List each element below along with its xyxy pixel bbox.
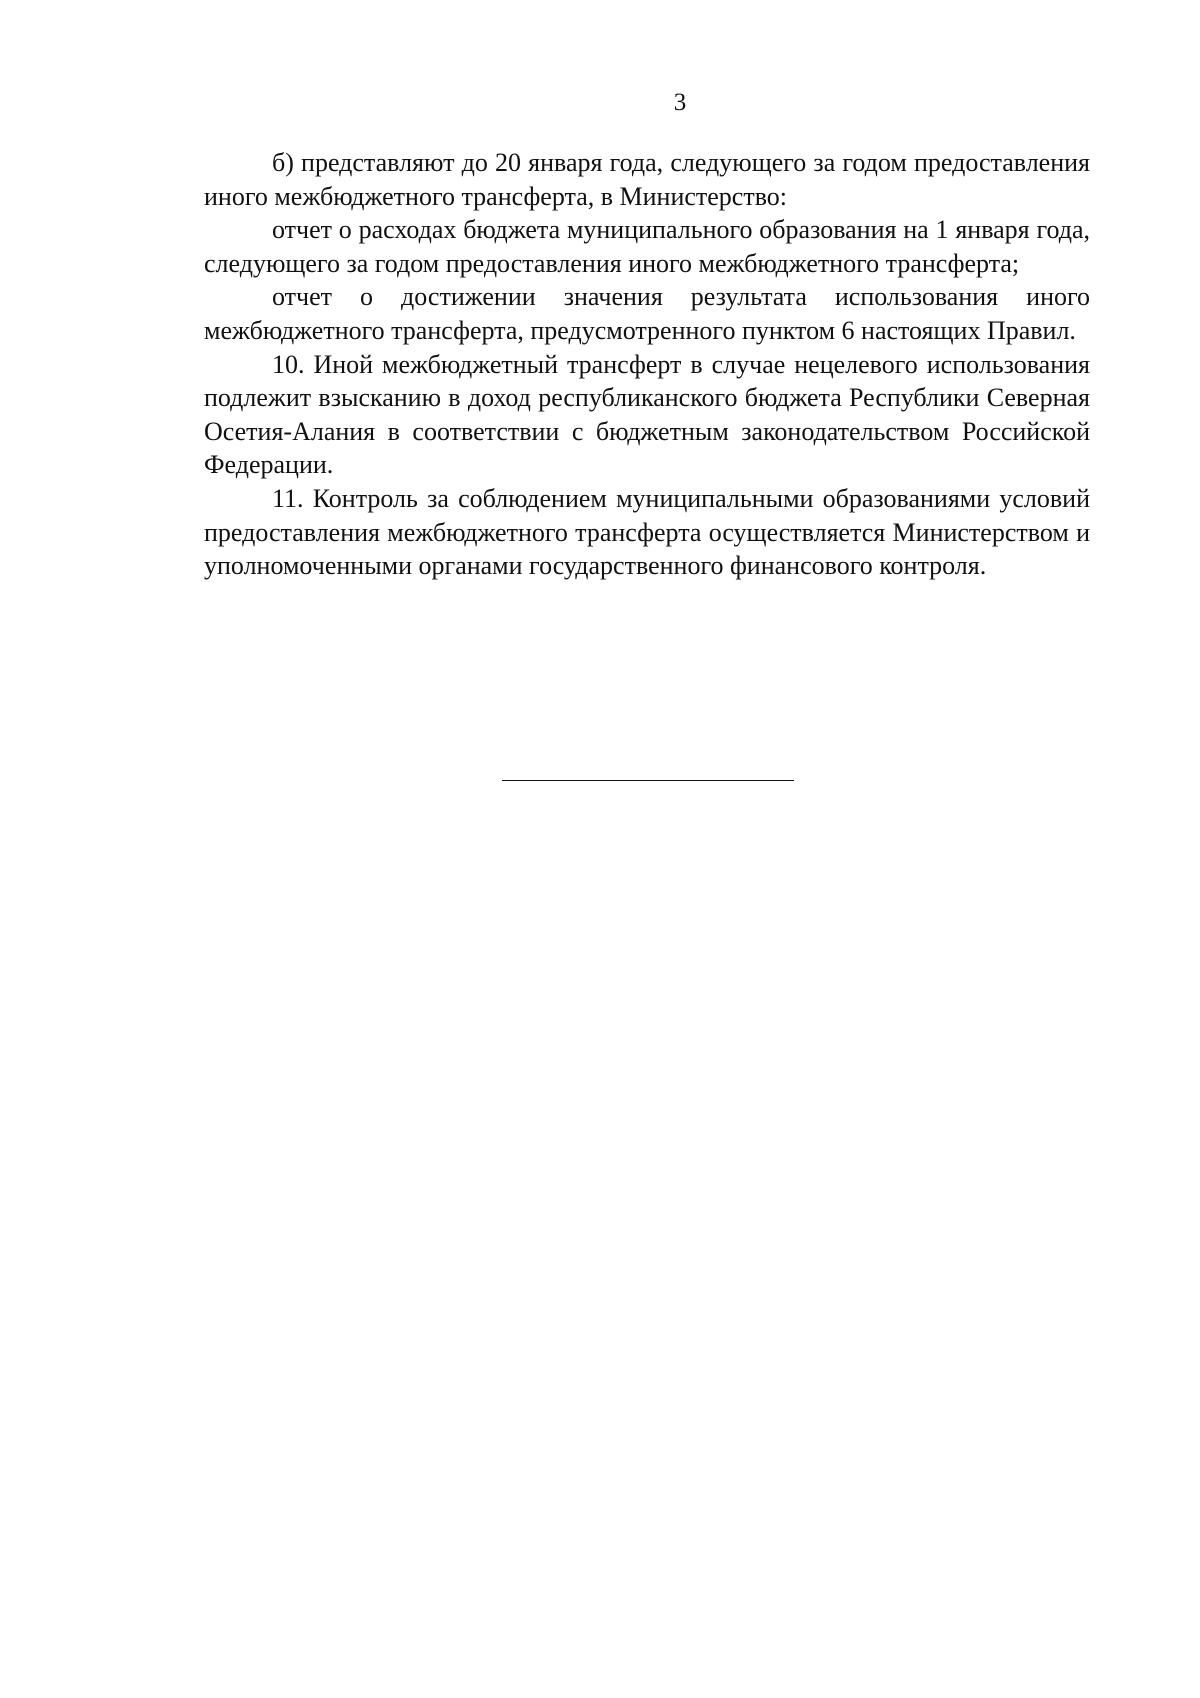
paragraph-result-report: отчет о достижении значения результата использования иного межбюджетного трансферта, предусмотренного пунктом 6 настоящих Правил. [204,282,1090,345]
page-number: 3 [673,89,687,116]
document-body [204,146,1090,583]
paragraph-expense-report: отчет о расходах бюджета муниципального образования на 1 января года, следующего за годом предоставления иного межбюджетного трансферта; [204,215,1090,278]
paragraph-b-reporting-deadline: б) представляют до 20 января года, следующего за годом предоставления иного межбюджетного трансферта, в Министерство: [204,148,1090,211]
end-divider-line [502,780,794,781]
paragraph-10-recovery: 10. Иной межбюджетный трансферт в случае нецелевого использования подлежит взысканию в доход республиканского бюджета Республики Северная Осетия-Алания в соответствии с бюджетным законодательством Российской Федерации. [204,349,1090,480]
paragraph-11-control: 11. Контроль за соблюдением муниципальными образованиями условий предоставления межбюджетного трансферта осуществляется Министерством и уполномоченными органами государственного финансового контроля. [204,483,1090,581]
